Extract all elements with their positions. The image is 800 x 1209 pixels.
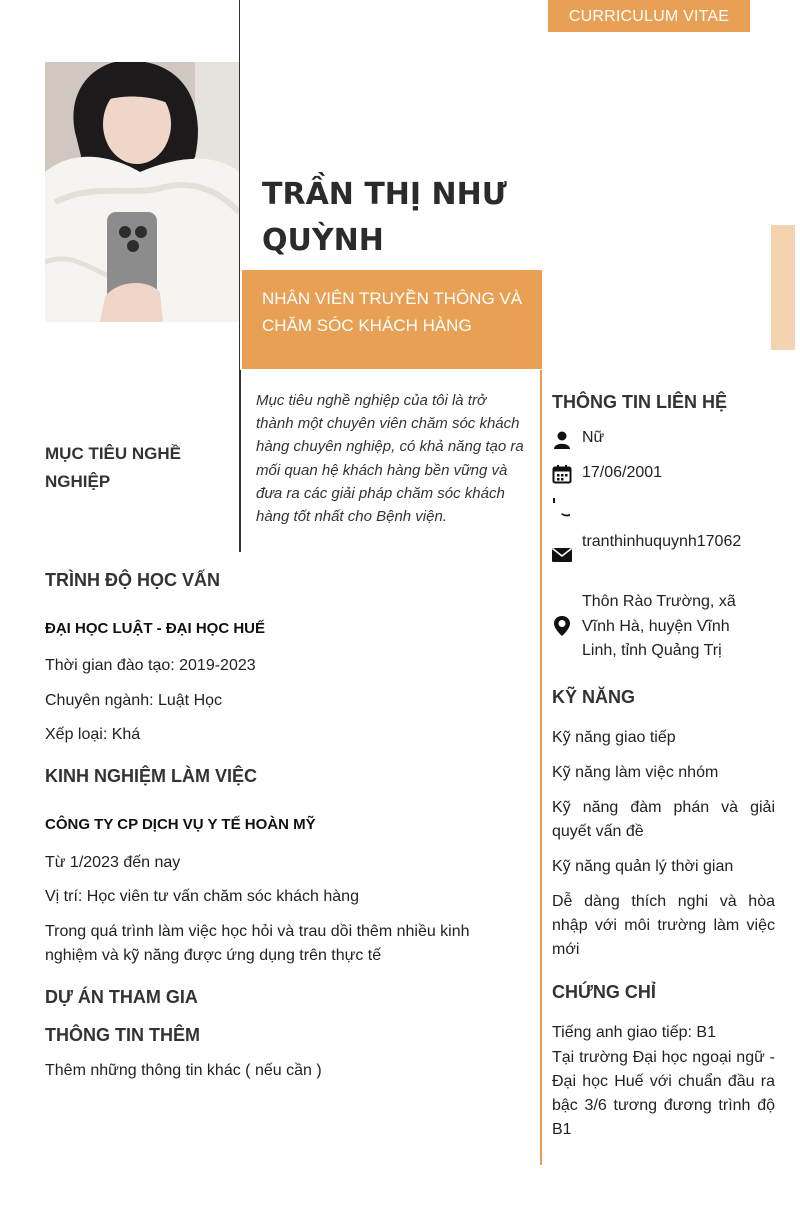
divider-vertical-objective bbox=[239, 370, 241, 552]
contact-address-text: Thôn Rào Trường, xã Vĩnh Hà, huyện Vĩnh Linh, tỉnh Quảng Trị bbox=[582, 593, 736, 659]
divider-vertical-sidebar bbox=[540, 370, 542, 1165]
person-icon bbox=[552, 430, 572, 450]
objective-heading bbox=[45, 440, 225, 496]
skill-item: Kỹ năng làm việc nhóm bbox=[552, 764, 719, 781]
objective-heading-line1: MỤC TIÊU NGHỀ bbox=[45, 444, 181, 463]
experience-period: Từ 1/2023 đến nay bbox=[45, 854, 181, 871]
phone-icon bbox=[552, 497, 572, 517]
additional-heading: THÔNG TIN THÊM bbox=[45, 1025, 200, 1045]
experience-heading: KINH NGHIỆM LÀM VIỆC bbox=[45, 766, 258, 786]
contact-gender-text: Nữ bbox=[582, 429, 605, 446]
skill-item: Kỹ năng giao tiếp bbox=[552, 729, 676, 746]
education-school: ĐẠI HỌC LUẬT - ĐẠI HỌC HUẾ bbox=[45, 620, 265, 637]
education-period: Thời gian đào tạo: 2019-2023 bbox=[45, 657, 256, 674]
skill-item: Dễ dàng thích nghi và hòa nhập với môi trường làm việc mới bbox=[552, 893, 775, 958]
divider-vertical-top bbox=[239, 0, 240, 370]
skills-heading: KỸ NĂNG bbox=[552, 687, 636, 707]
experience-position: Vị trí: Học viên tư vấn chăm sóc khách hàng bbox=[45, 888, 359, 905]
job-title-line1: NHÂN VIÊN TRUYỀN THÔNG VÀ bbox=[262, 289, 523, 308]
side-accent-bar bbox=[771, 225, 795, 350]
mail-icon bbox=[552, 545, 572, 565]
contact-address bbox=[552, 590, 787, 666]
contact-email bbox=[552, 530, 787, 556]
certificate-line: Tiếng anh giao tiếp: B1 bbox=[552, 1024, 716, 1041]
skill-item: Kỹ năng quản lý thời gian bbox=[552, 858, 734, 875]
profile-photo bbox=[45, 62, 239, 322]
objective-text: Mục tiêu nghề nghiệp của tôi là trở thành một chuyên viên chăm sóc khách hàng chuyên nghiệp, có khả năng tạo ra mối quan hệ khách hàng bền vững và đưa ra các giải pháp chăm sóc khách hàng tốt nhất cho Bệnh viện. bbox=[256, 392, 524, 526]
contact-phone bbox=[552, 497, 787, 519]
candidate-name-line2: QUỲNH bbox=[262, 223, 384, 258]
cv-banner: CURRICULUM VITAE bbox=[548, 0, 750, 32]
job-title-box bbox=[242, 270, 542, 369]
objective-heading-line2: NGHIỆP bbox=[45, 472, 111, 491]
calendar-icon bbox=[552, 464, 572, 484]
experience-company: CÔNG TY CP DỊCH VỤ Y TẾ HOÀN MỸ bbox=[45, 816, 316, 833]
education-heading: TRÌNH ĐỘ HỌC VẤN bbox=[45, 570, 220, 590]
certificates-heading: CHỨNG CHỈ bbox=[552, 982, 656, 1002]
location-pin-icon bbox=[552, 615, 572, 637]
certificate-description: Tại trường Đại học ngoại ngữ - Đại học Huế với chuẩn đầu ra bậc 3/6 tương đương trình độ B1 bbox=[552, 1049, 775, 1138]
candidate-name-line1: TRẦN THỊ NHƯ bbox=[262, 177, 507, 212]
contact-email-text: tranthinhuquynh17062 bbox=[582, 533, 742, 550]
candidate-name bbox=[262, 172, 532, 264]
profile-photo-illustration bbox=[45, 62, 239, 322]
job-title-line2: CHĂM SÓC KHÁCH HÀNG bbox=[262, 316, 472, 335]
education-grade: Xếp loại: Khá bbox=[45, 726, 141, 743]
contact-heading: THÔNG TIN LIÊN HỆ bbox=[552, 392, 727, 412]
contact-birthday bbox=[552, 461, 787, 487]
contact-gender bbox=[552, 426, 787, 452]
experience-description: Trong quá trình làm việc học hỏi và trau dồi thêm nhiều kinh nghiệm và kỹ năng được ứng dụng trên thực tế bbox=[45, 923, 470, 964]
contact-birthday-text: 17/06/2001 bbox=[582, 464, 663, 481]
skill-item: Kỹ năng đàm phán và giải quyết vấn đề bbox=[552, 799, 775, 840]
education-major: Chuyên ngành: Luật Học bbox=[45, 692, 223, 709]
additional-text: Thêm những thông tin khác ( nếu cần ) bbox=[45, 1062, 322, 1079]
projects-heading: DỰ ÁN THAM GIA bbox=[45, 987, 198, 1007]
